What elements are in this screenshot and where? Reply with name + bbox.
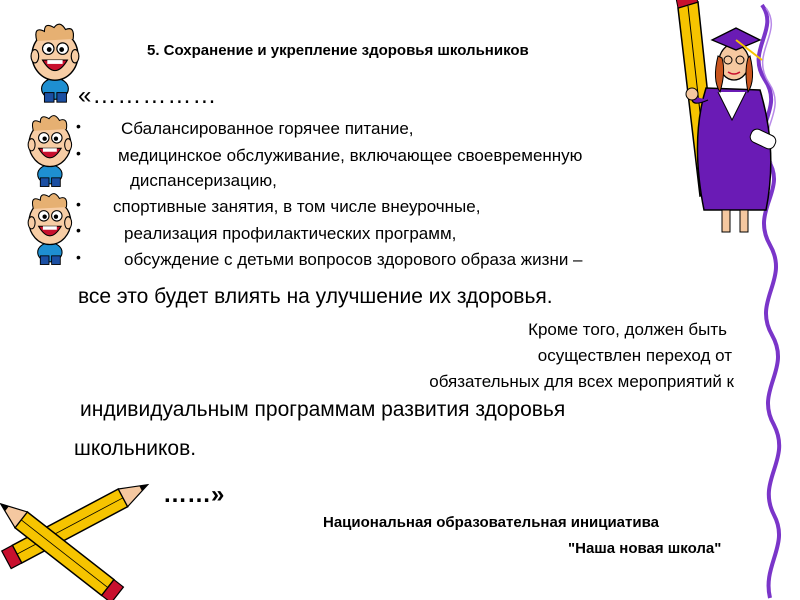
bullet-item: спортивные занятия, в том числе внеурочные, — [113, 197, 481, 216]
teacher-graduate-icon — [660, 0, 780, 240]
bullet-marker: • — [76, 118, 81, 134]
boy-face-icon — [24, 188, 74, 268]
bullet-item: реализация профилактических программ, — [124, 224, 457, 243]
bullet-marker: • — [76, 249, 81, 265]
conclusion-text: все это будет влиять на улучшение их здоровья. — [78, 285, 553, 308]
bullet-item: обсуждение с детьми вопросов здорового образа жизни – — [124, 250, 583, 269]
pencil-icon — [0, 478, 180, 600]
initiative-name: "Наша новая школа" — [568, 540, 722, 557]
right-text-line: обязательных для всех мероприятий к — [429, 372, 734, 391]
opening-quote: «…………… — [78, 82, 218, 109]
right-text-line: осуществлен переход от — [537, 346, 732, 365]
bullet-item: медицинское обслуживание, включающее своевременную — [118, 146, 583, 165]
bullet-marker: • — [76, 145, 81, 161]
individual-programs-text: индивидуальным программам развития здоровья — [80, 398, 566, 421]
initiative-caption: Национальная образовательная инициатива — [323, 514, 659, 531]
bullet-marker: • — [76, 222, 81, 238]
bullet-item: Сбалансированное горячее питание, — [121, 119, 414, 138]
slide-title: 5. Сохранение и укрепление здоровья школьников — [147, 42, 529, 59]
boy-face-icon — [24, 110, 74, 190]
right-text-line: Кроме того, должен быть — [528, 320, 727, 339]
closing-quote: ……» — [163, 481, 225, 508]
boy-face-icon — [26, 18, 82, 106]
bullet-item-continuation: диспансеризацию, — [130, 171, 277, 190]
bullet-marker: • — [76, 196, 81, 212]
schoolchildren-text: школьников. — [74, 437, 197, 460]
